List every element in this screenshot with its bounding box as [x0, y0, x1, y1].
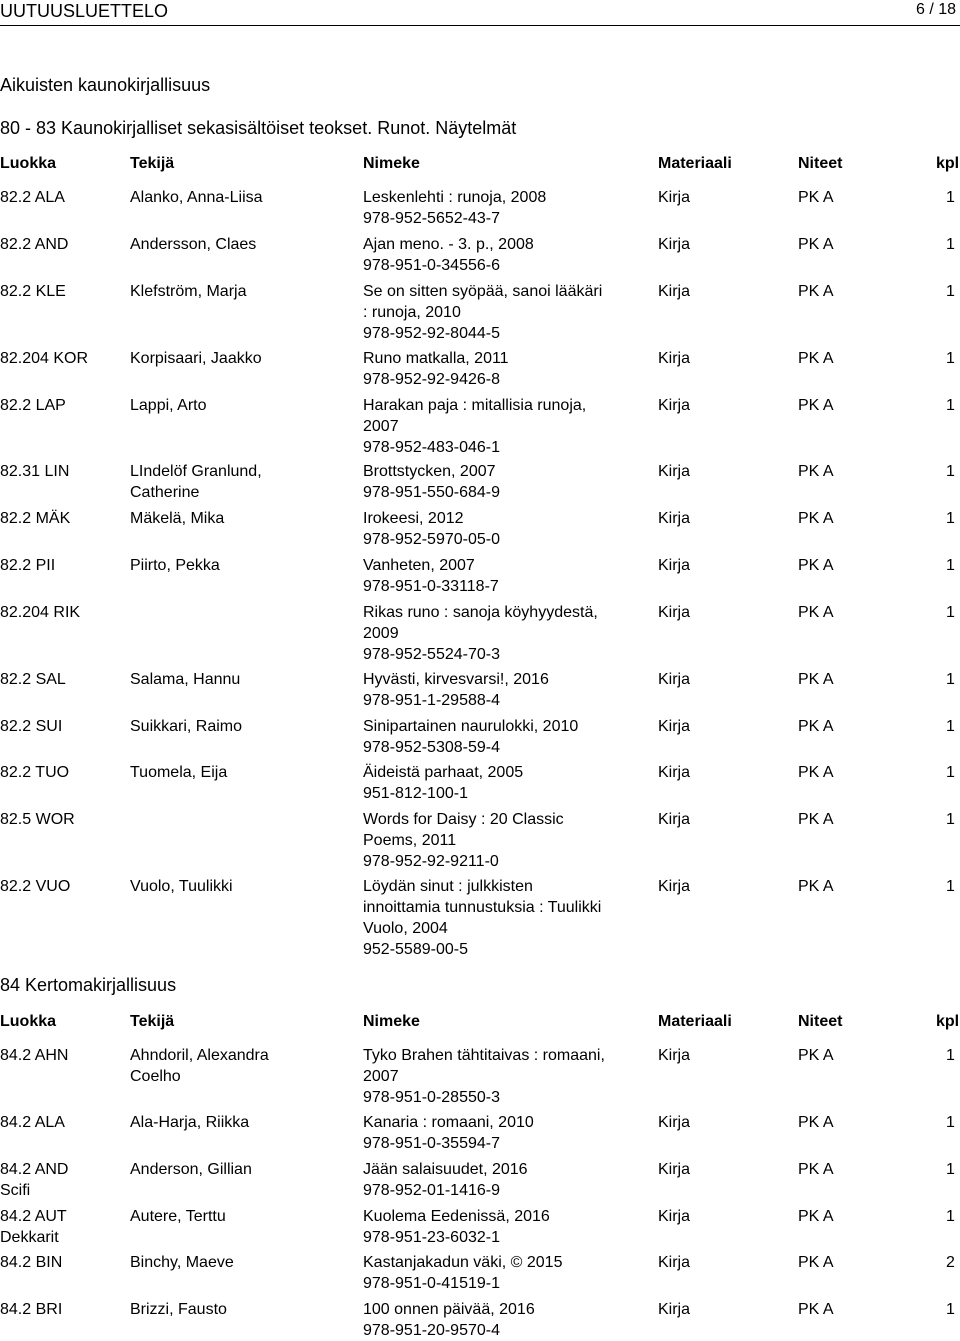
- cell-nimeke: [363, 1252, 625, 1294]
- nimeke-line: Sinipartainen naurulokki, 2010: [363, 718, 579, 735]
- cell-niteet: PK A: [798, 236, 834, 253]
- luokka-line: 84.2 BRI: [0, 1301, 63, 1318]
- page-header: [0, 0, 960, 24]
- cell-nimeke: [363, 1299, 625, 1341]
- tekija-line: Ala-Harja, Riikka: [130, 1114, 250, 1131]
- nimeke-line: 978-951-0-34556-6: [363, 257, 500, 274]
- column-header-luokka: Luokka: [0, 155, 57, 172]
- cell-kpl: 1: [946, 510, 955, 527]
- luokka-line: 82.2 SAL: [0, 671, 66, 688]
- cell-kpl: 1: [946, 189, 955, 206]
- nimeke-line: 978-952-5970-05-0: [363, 531, 500, 548]
- column-header-kpl: kpl: [936, 1013, 960, 1030]
- cell-tekija: [130, 234, 360, 255]
- nimeke-line: Rikas runo : sanoja köyhyydestä,: [363, 604, 598, 621]
- cell-kpl: 1: [946, 671, 955, 688]
- cell-kpl: 1: [946, 1161, 955, 1178]
- nimeke-line: Vanheten, 2007: [363, 557, 475, 574]
- cell-materiaali: Kirja: [658, 811, 691, 828]
- nimeke-line: : runoja, 2010: [363, 304, 461, 321]
- nimeke-line: 978-951-550-684-9: [363, 484, 500, 501]
- cell-nimeke: [363, 395, 625, 458]
- cell-luokka: [0, 1159, 125, 1201]
- nimeke-line: Kuolema Eedenissä, 2016: [363, 1208, 550, 1225]
- cell-tekija: [130, 1299, 360, 1320]
- nimeke-line: Tyko Brahen tähtitaivas : romaani,: [363, 1047, 605, 1064]
- cell-tekija: [130, 461, 360, 503]
- cell-materiaali: Kirja: [658, 671, 691, 688]
- cell-kpl: 1: [946, 283, 955, 300]
- luokka-line: 82.31 LIN: [0, 463, 70, 480]
- nimeke-line: Leskenlehti : runoja, 2008: [363, 189, 547, 206]
- luokka-line: 82.204 RIK: [0, 604, 81, 621]
- tekija-line: LIndelöf Granlund,: [130, 463, 262, 480]
- luokka-line: 82.2 VUO: [0, 878, 71, 895]
- tekija-line: Anderson, Gillian: [130, 1161, 252, 1178]
- header-rule: [0, 25, 960, 26]
- nimeke-line: Vuolo, 2004: [363, 920, 448, 937]
- cell-nimeke: [363, 669, 625, 711]
- cell-nimeke: [363, 234, 625, 276]
- cell-luokka: [0, 187, 125, 208]
- luokka-line: 82.5 WOR: [0, 811, 75, 828]
- tekija-line: Andersson, Claes: [130, 236, 257, 253]
- cell-luokka: [0, 508, 125, 529]
- cell-kpl: 1: [946, 1114, 955, 1131]
- cell-kpl: 1: [946, 397, 955, 414]
- cell-tekija: [130, 187, 360, 208]
- cell-tekija: [130, 1045, 360, 1087]
- cell-materiaali: Kirja: [658, 1254, 691, 1271]
- nimeke-line: Harakan paja : mitallisia runoja,: [363, 397, 587, 414]
- cell-luokka: [0, 395, 125, 416]
- cell-kpl: 1: [946, 463, 955, 480]
- cell-nimeke: [363, 281, 625, 344]
- cell-materiaali: Kirja: [658, 718, 691, 735]
- cell-luokka: [0, 762, 125, 783]
- cell-kpl: 1: [946, 236, 955, 253]
- cell-luokka: [0, 461, 125, 482]
- section-title: 80 - 83 Kaunokirjalliset sekasisältöiset teokset. Runot. Näytelmät: [0, 118, 517, 138]
- cell-niteet: PK A: [798, 1161, 834, 1178]
- cell-kpl: 2: [946, 1254, 955, 1271]
- nimeke-line: 978-952-483-046-1: [363, 439, 500, 456]
- luokka-line: 84.2 AUT: [0, 1208, 67, 1225]
- cell-tekija: [130, 1252, 360, 1273]
- cell-tekija: [130, 762, 360, 783]
- column-header-nimeke: Nimeke: [363, 155, 420, 172]
- nimeke-line: 978-951-20-9570-4: [363, 1322, 500, 1339]
- nimeke-line: Poems, 2011: [363, 832, 457, 849]
- cell-kpl: 1: [946, 718, 955, 735]
- cell-materiaali: Kirja: [658, 1114, 691, 1131]
- nimeke-line: 978-951-0-28550-3: [363, 1089, 500, 1106]
- column-header-kpl: kpl: [936, 155, 960, 172]
- cell-nimeke: [363, 348, 625, 390]
- nimeke-line: 978-951-0-35594-7: [363, 1135, 500, 1152]
- cell-luokka: [0, 876, 125, 897]
- cell-materiaali: Kirja: [658, 878, 691, 895]
- luokka-line: Scifi: [0, 1182, 31, 1199]
- page-number: 6 / 18: [915, 1, 956, 18]
- cell-luokka: [0, 1299, 125, 1320]
- cell-kpl: 1: [946, 1047, 955, 1064]
- nimeke-line: Löydän sinut : julkkisten: [363, 878, 533, 895]
- cell-luokka: [0, 348, 125, 369]
- cell-tekija: [130, 876, 360, 897]
- nimeke-line: 978-952-92-9426-8: [363, 371, 500, 388]
- cell-materiaali: Kirja: [658, 1161, 691, 1178]
- cell-tekija: [130, 555, 360, 576]
- cell-nimeke: [363, 809, 625, 872]
- nimeke-line: Kastanjakadun väki, © 2015: [363, 1254, 563, 1271]
- cell-materiaali: Kirja: [658, 397, 691, 414]
- cell-luokka: [0, 1045, 125, 1066]
- cell-nimeke: [363, 1159, 625, 1201]
- cell-materiaali: Kirja: [658, 283, 691, 300]
- cell-nimeke: [363, 1112, 625, 1154]
- cell-luokka: [0, 1112, 125, 1133]
- column-header-niteet: Niteet: [798, 1013, 843, 1030]
- cell-materiaali: Kirja: [658, 1208, 691, 1225]
- nimeke-line: 100 onnen päivää, 2016: [363, 1301, 535, 1318]
- column-header-tekija: Tekijä: [130, 155, 175, 172]
- luokka-line: 82.2 PII: [0, 557, 56, 574]
- luokka-line: 82.2 MÄK: [0, 510, 71, 527]
- tekija-line: Klefström, Marja: [130, 283, 247, 300]
- nimeke-line: 2009: [363, 625, 399, 642]
- cell-niteet: PK A: [798, 1254, 834, 1271]
- luokka-line: Dekkarit: [0, 1229, 59, 1246]
- luokka-line: 84.2 ALA: [0, 1114, 65, 1131]
- cell-nimeke: [363, 555, 625, 597]
- tekija-line: Binchy, Maeve: [130, 1254, 234, 1271]
- column-header-row: [0, 155, 960, 177]
- luokka-line: 82.2 ALA: [0, 189, 65, 206]
- nimeke-line: 978-952-5524-70-3: [363, 646, 500, 663]
- column-header-row: [0, 1013, 960, 1035]
- cell-niteet: PK A: [798, 1208, 834, 1225]
- cell-materiaali: Kirja: [658, 463, 691, 480]
- luokka-line: 82.204 KOR: [0, 350, 89, 367]
- cell-luokka: [0, 555, 125, 576]
- cell-materiaali: Kirja: [658, 557, 691, 574]
- nimeke-line: 951-812-100-1: [363, 785, 468, 802]
- nimeke-line: Brottstycken, 2007: [363, 463, 496, 480]
- luokka-line: 82.2 AND: [0, 236, 69, 253]
- cell-luokka: [0, 716, 125, 737]
- cell-materiaali: Kirja: [658, 510, 691, 527]
- nimeke-line: Runo matkalla, 2011: [363, 350, 509, 367]
- cell-nimeke: [363, 187, 625, 229]
- cell-nimeke: [363, 1045, 625, 1108]
- luokka-line: 82.2 SUI: [0, 718, 63, 735]
- tekija-line: Lappi, Arto: [130, 397, 207, 414]
- tekija-line: Mäkelä, Mika: [130, 510, 225, 527]
- nimeke-line: 978-952-01-1416-9: [363, 1182, 500, 1199]
- cell-tekija: [130, 508, 360, 529]
- nimeke-line: Äideistä parhaat, 2005: [363, 764, 524, 781]
- cell-niteet: PK A: [798, 604, 834, 621]
- cell-tekija: [130, 395, 360, 416]
- cell-niteet: PK A: [798, 811, 834, 828]
- tekija-line: Alanko, Anna-Liisa: [130, 189, 263, 206]
- cell-nimeke: [363, 602, 625, 665]
- section-title: 84 Kertomakirjallisuus: [0, 975, 177, 995]
- cell-kpl: 1: [946, 764, 955, 781]
- cell-niteet: PK A: [798, 878, 834, 895]
- document-title: UUTUUSLUETTELO: [0, 1, 169, 21]
- cell-luokka: [0, 234, 125, 255]
- cell-niteet: PK A: [798, 397, 834, 414]
- tekija-line: Tuomela, Eija: [130, 764, 228, 781]
- nimeke-line: Irokeesi, 2012: [363, 510, 464, 527]
- cell-materiaali: Kirja: [658, 1301, 691, 1318]
- column-header-tekija: Tekijä: [130, 1013, 175, 1030]
- cell-luokka: [0, 809, 125, 830]
- nimeke-line: Kanaria : romaani, 2010: [363, 1114, 534, 1131]
- tekija-line: Korpisaari, Jaakko: [130, 350, 262, 367]
- cell-niteet: PK A: [798, 718, 834, 735]
- luokka-line: 84.2 BIN: [0, 1254, 63, 1271]
- cell-nimeke: [363, 716, 625, 758]
- cell-tekija: [130, 281, 360, 302]
- cell-tekija: [130, 1159, 360, 1180]
- cell-kpl: 1: [946, 350, 955, 367]
- cell-niteet: PK A: [798, 557, 834, 574]
- tekija-line: Piirto, Pekka: [130, 557, 220, 574]
- nimeke-line: Words for Daisy : 20 Classic: [363, 811, 564, 828]
- cell-tekija: [130, 348, 360, 369]
- cell-kpl: 1: [946, 557, 955, 574]
- column-header-nimeke: Nimeke: [363, 1013, 420, 1030]
- cell-materiaali: Kirja: [658, 1047, 691, 1064]
- luokka-line: 84.2 AHN: [0, 1047, 69, 1064]
- tekija-line: Catherine: [130, 484, 200, 501]
- cell-niteet: PK A: [798, 510, 834, 527]
- luokka-line: 82.2 LAP: [0, 397, 66, 414]
- cell-materiaali: Kirja: [658, 189, 691, 206]
- cell-niteet: PK A: [798, 671, 834, 688]
- nimeke-line: 978-952-5652-43-7: [363, 210, 500, 227]
- tekija-line: Ahndoril, Alexandra: [130, 1047, 269, 1064]
- cell-niteet: PK A: [798, 463, 834, 480]
- nimeke-line: 978-952-92-8044-5: [363, 325, 500, 342]
- cell-niteet: PK A: [798, 350, 834, 367]
- cell-materiaali: Kirja: [658, 604, 691, 621]
- nimeke-line: 952-5589-00-5: [363, 941, 468, 958]
- nimeke-line: 978-952-5308-59-4: [363, 739, 500, 756]
- cell-nimeke: [363, 762, 625, 804]
- cell-nimeke: [363, 461, 625, 503]
- cell-kpl: 1: [946, 1208, 955, 1225]
- cell-luokka: [0, 602, 125, 623]
- nimeke-line: 978-951-0-33118-7: [363, 578, 499, 595]
- tekija-line: Vuolo, Tuulikki: [130, 878, 233, 895]
- nimeke-line: 978-951-23-6032-1: [363, 1229, 500, 1246]
- nimeke-line: Ajan meno. - 3. p., 2008: [363, 236, 534, 253]
- luokka-line: 84.2 AND: [0, 1161, 69, 1178]
- luokka-line: 82.2 KLE: [0, 283, 66, 300]
- cell-tekija: [130, 716, 360, 737]
- tekija-line: Brizzi, Fausto: [130, 1301, 227, 1318]
- column-header-luokka: Luokka: [0, 1013, 57, 1030]
- cell-tekija: [130, 1206, 360, 1227]
- cell-kpl: 1: [946, 1301, 955, 1318]
- category-heading: Aikuisten kaunokirjallisuus: [0, 75, 211, 95]
- nimeke-line: 978-952-92-9211-0: [363, 853, 499, 870]
- tekija-line: Autere, Terttu: [130, 1208, 226, 1225]
- cell-materiaali: Kirja: [658, 764, 691, 781]
- cell-nimeke: [363, 508, 625, 550]
- cell-kpl: 1: [946, 604, 955, 621]
- cell-kpl: 1: [946, 811, 955, 828]
- luokka-line: 82.2 TUO: [0, 764, 70, 781]
- column-header-materiaali: Materiaali: [658, 155, 732, 172]
- cell-niteet: PK A: [798, 1114, 834, 1131]
- cell-luokka: [0, 1252, 125, 1273]
- cell-niteet: PK A: [798, 189, 834, 206]
- cell-materiaali: Kirja: [658, 236, 691, 253]
- cell-luokka: [0, 669, 125, 690]
- nimeke-line: 978-951-0-41519-1: [363, 1275, 500, 1292]
- cell-luokka: [0, 1206, 125, 1248]
- column-header-materiaali: Materiaali: [658, 1013, 732, 1030]
- nimeke-line: Hyvästi, kirvesvarsi!, 2016: [363, 671, 549, 688]
- cell-materiaali: Kirja: [658, 350, 691, 367]
- nimeke-line: 978-951-1-29588-4: [363, 692, 500, 709]
- tekija-line: Suikkari, Raimo: [130, 718, 243, 735]
- cell-tekija: [130, 1112, 360, 1133]
- nimeke-line: innoittamia tunnustuksia : Tuulikki: [363, 899, 602, 916]
- tekija-line: Salama, Hannu: [130, 671, 241, 688]
- cell-luokka: [0, 281, 125, 302]
- column-header-niteet: Niteet: [798, 155, 843, 172]
- cell-niteet: PK A: [798, 764, 834, 781]
- cell-nimeke: [363, 876, 625, 960]
- cell-niteet: PK A: [798, 1047, 834, 1064]
- nimeke-line: 2007: [363, 1068, 399, 1085]
- nimeke-line: Jään salaisuudet, 2016: [363, 1161, 528, 1178]
- cell-nimeke: [363, 1206, 625, 1248]
- nimeke-line: Se on sitten syöpää, sanoi lääkäri: [363, 283, 603, 300]
- nimeke-line: 2007: [363, 418, 399, 435]
- cell-tekija: [130, 669, 360, 690]
- cell-niteet: PK A: [798, 283, 834, 300]
- tekija-line: Coelho: [130, 1068, 181, 1085]
- cell-kpl: 1: [946, 878, 955, 895]
- cell-niteet: PK A: [798, 1301, 834, 1318]
